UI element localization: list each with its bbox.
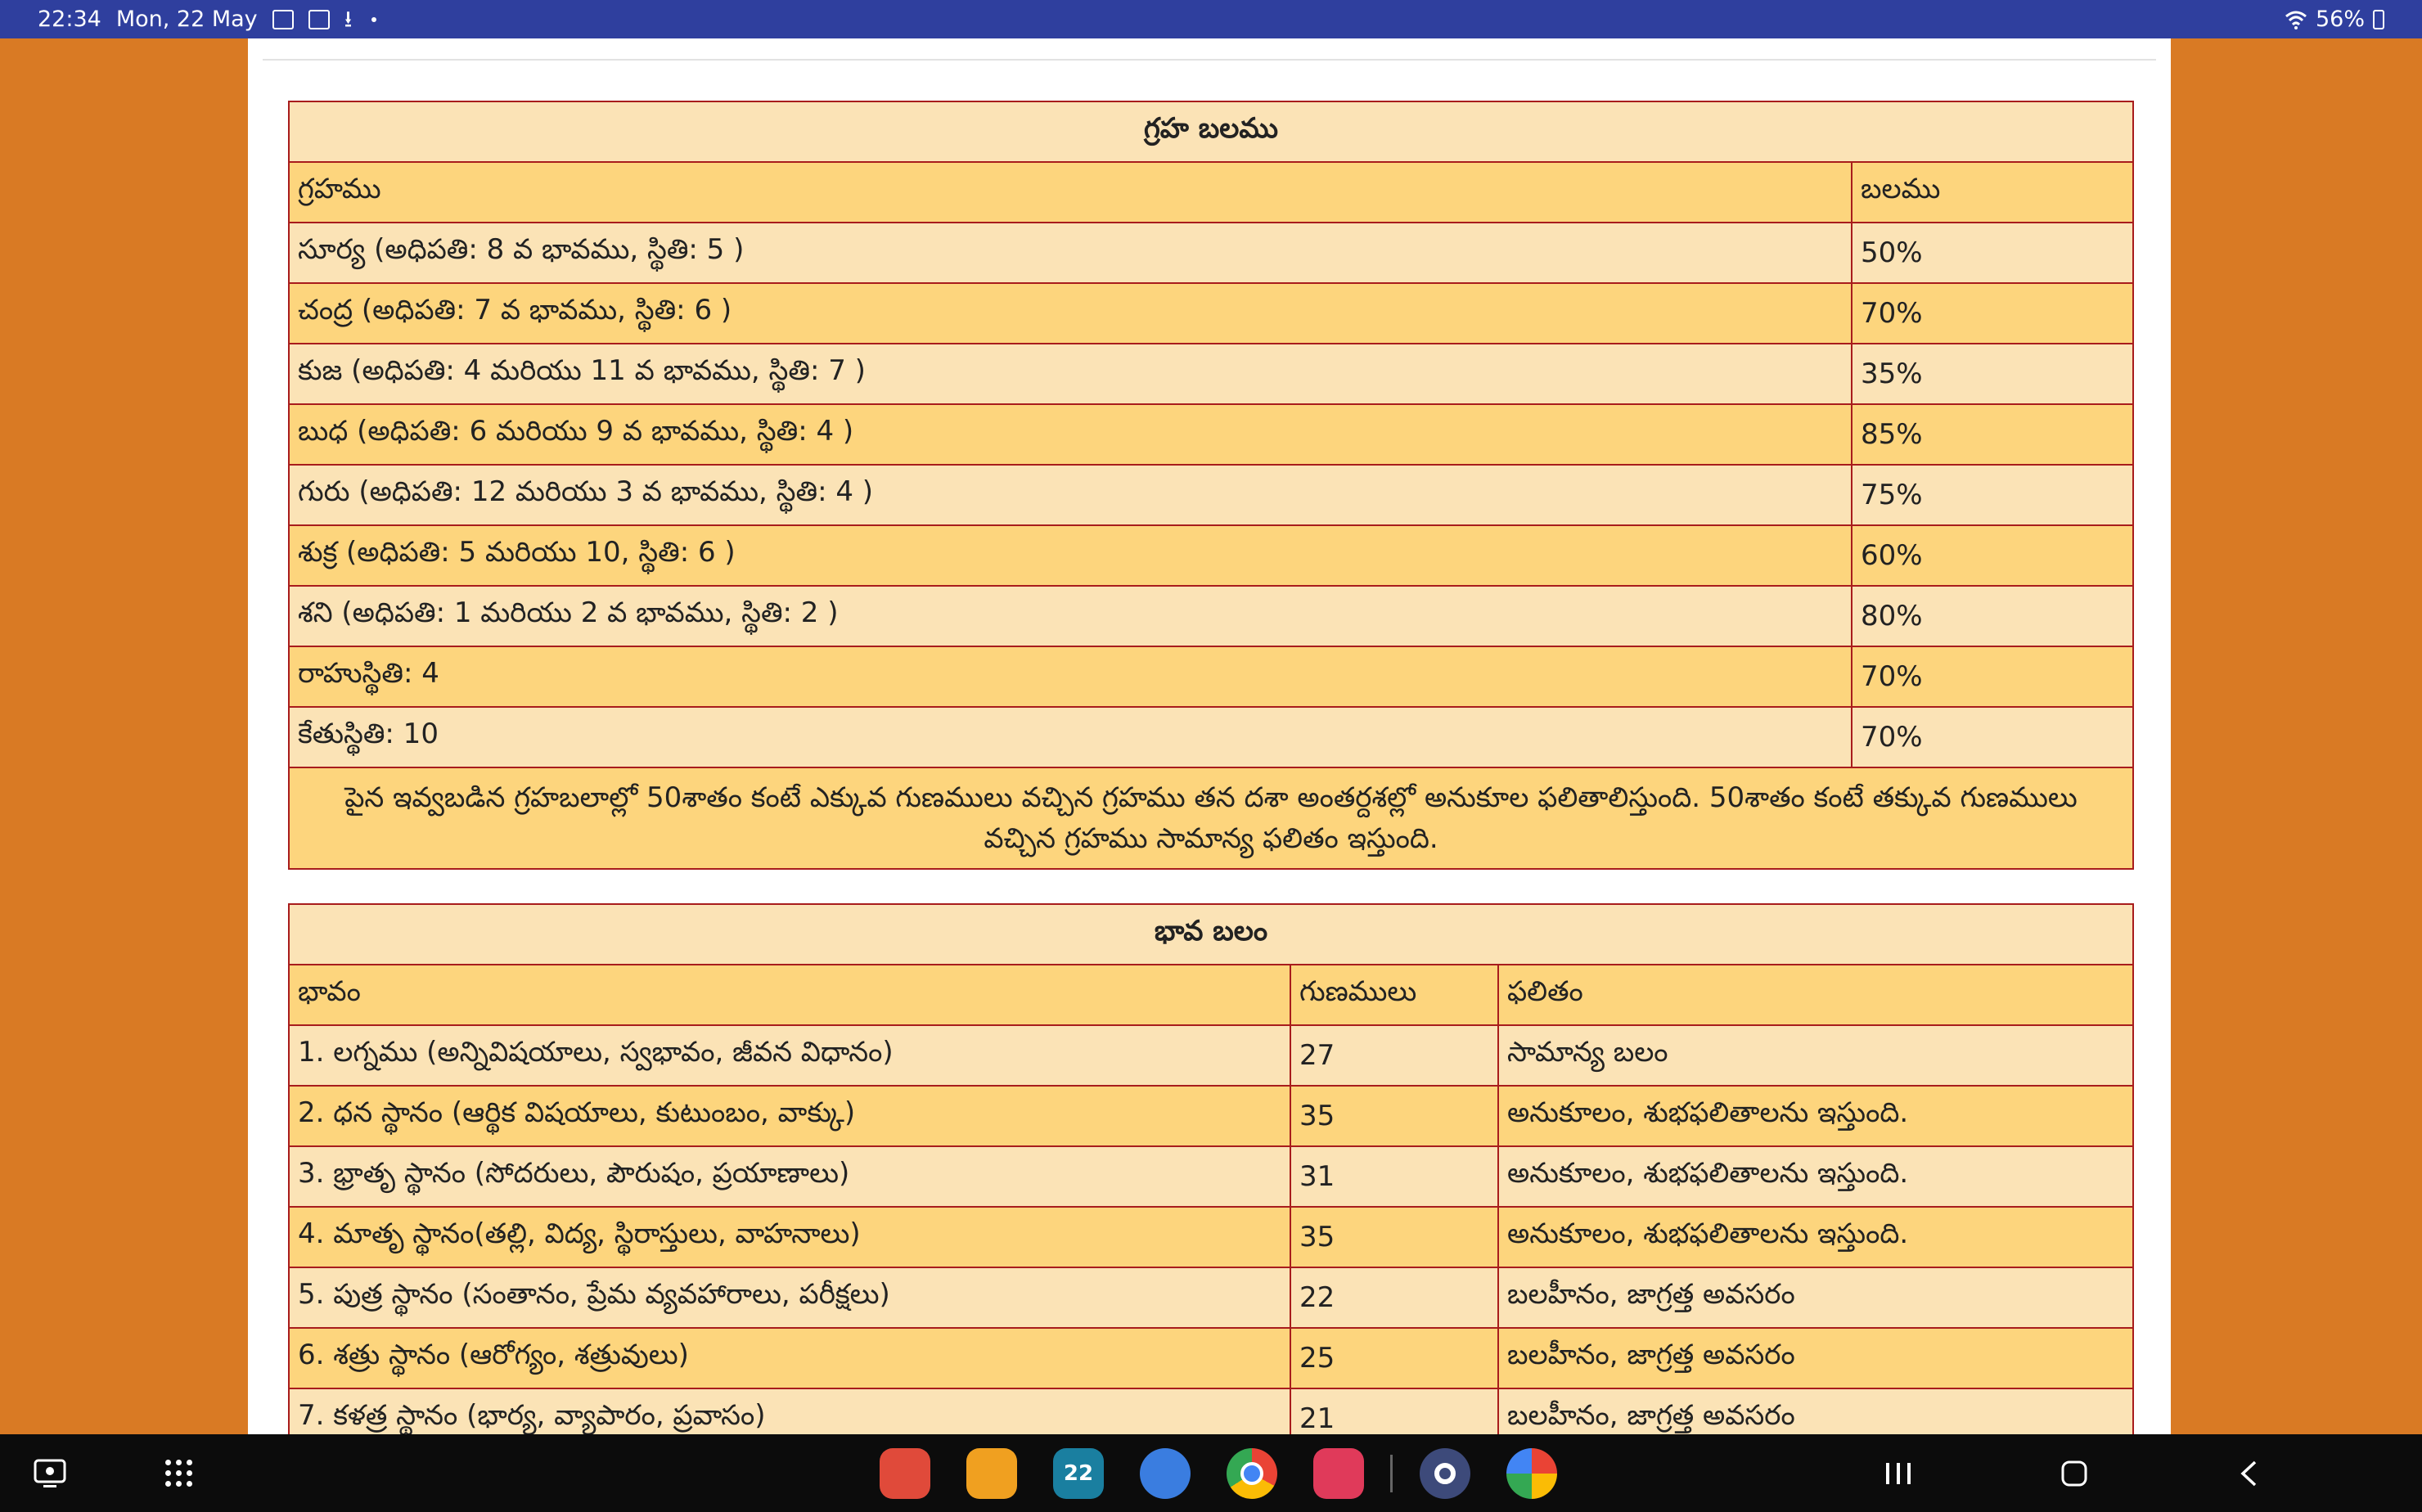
table-row	[289, 283, 2133, 344]
table-cell: కుజ (అధిపతి: 4 మరియు 11 వ భావము, స్థితి: 7 )	[289, 344, 1852, 404]
table-cell: బుధ (అధిపతి: 6 మరియు 9 వ భావము, స్థితి: 4 )	[289, 404, 1852, 465]
home-icon[interactable]	[2058, 1434, 2091, 1512]
table-row	[289, 344, 2133, 404]
web-page[interactable]	[248, 38, 2171, 1434]
status-bar	[0, 0, 2422, 38]
notes-app-icon[interactable]	[880, 1448, 930, 1499]
table-row	[289, 1267, 2133, 1328]
table-cell: బలహీనం, జాగ్రత్త అవసరం	[1498, 1267, 2133, 1328]
screen-recorder-icon[interactable]	[29, 1434, 70, 1512]
back-icon[interactable]	[2232, 1434, 2265, 1512]
table-cell: 70%	[1852, 283, 2133, 344]
table-cell: 50%	[1852, 223, 2133, 283]
table-cell: 2. ధన స్థానం (ఆర్థిక విషయాలు, కుటుంబం, వాక్కు)	[289, 1086, 1290, 1146]
table-cell: 5. పుత్ర స్థానం (సంతానం, ప్రేమ వ్యవహారాలు, పరీక్షలు)	[289, 1267, 1290, 1328]
table-cell: 70%	[1852, 707, 2133, 767]
column-header: బలము	[1852, 162, 2133, 223]
bhava-balam-table	[288, 903, 2134, 1434]
table-cell: బలహీనం, జాగ్రత్త అవసరం	[1498, 1328, 2133, 1388]
table-row	[289, 1146, 2133, 1207]
table-row	[289, 465, 2133, 525]
table-row	[289, 1388, 2133, 1434]
table-cell: గురు (అధిపతి: 12 మరియు 3 వ భావము, స్థితి: 4 )	[289, 465, 1852, 525]
camera-app-icon[interactable]	[1313, 1448, 1364, 1499]
calendar-day: 22	[1063, 1461, 1094, 1486]
table-cell: 60%	[1852, 525, 2133, 586]
table-cell: 27	[1290, 1025, 1498, 1086]
table-row	[289, 404, 2133, 465]
table-cell: అనుకూలం, శుభఫలితాలను ఇస్తుంది.	[1498, 1207, 2133, 1267]
table-cell: 35	[1290, 1086, 1498, 1146]
calendar-app-icon[interactable]	[1053, 1448, 1104, 1499]
table-cell: 7. కళత్ర స్థానం (భార్య, వ్యాపారం, ప్రవాసం)	[289, 1388, 1290, 1434]
battery-percent: 56%	[2315, 7, 2365, 32]
battery-icon	[2373, 10, 2384, 29]
table-cell: సూర్య (అధిపతి: 8 వ భావము, స్థితి: 5 )	[289, 223, 1852, 283]
table-note: పైన ఇవ్వబడిన గ్రహబలాల్లో 50శాతం కంటే ఎక్కువ గుణములు వచ్చిన గ్రహము తన దశా అంతర్దశల్లో అనుకూల ఫలితాలిస్తుంది. 50శాతం కంటే తక్కువ గుణములు వచ్చిన గ్రహము సామాన్య ఫలితం ఇస్తుంది.	[289, 767, 2133, 869]
column-header: ఫలితం	[1498, 965, 2133, 1025]
table-cell: శని (అధిపతి: 1 మరియు 2 వ భావము, స్థితి: 2 )	[289, 586, 1852, 646]
table-cell: 85%	[1852, 404, 2133, 465]
table-cell: రాహుస్థితి: 4	[289, 646, 1852, 707]
wifi-icon	[2285, 10, 2307, 29]
table-cell: 35%	[1852, 344, 2133, 404]
table-title: భావ బలం	[289, 904, 2133, 965]
table-row	[289, 586, 2133, 646]
table-row	[289, 646, 2133, 707]
table-cell: 6. శత్రు స్థానం (ఆరోగ్యం, శత్రువులు)	[289, 1328, 1290, 1388]
column-header: గుణములు	[1290, 965, 1498, 1025]
column-header: భావం	[289, 965, 1290, 1025]
graha-balamu-table	[288, 101, 2134, 870]
table-cell: బలహీనం, జాగ్రత్త అవసరం	[1498, 1388, 2133, 1434]
table-cell: 35	[1290, 1207, 1498, 1267]
status-date: Mon, 22 May	[115, 7, 258, 32]
column-header: గ్రహము	[289, 162, 1852, 223]
table-row	[289, 1025, 2133, 1086]
table-cell: 22	[1290, 1267, 1498, 1328]
table-row	[289, 223, 2133, 283]
table-cell: అనుకూలం, శుభఫలితాలను ఇస్తుంది.	[1498, 1086, 2133, 1146]
status-time: 22:34	[38, 7, 101, 32]
table-row	[289, 1086, 2133, 1146]
chrome-app-icon[interactable]	[1227, 1448, 1277, 1499]
table-cell: 70%	[1852, 646, 2133, 707]
table-cell: అనుకూలం, శుభఫలితాలను ఇస్తుంది.	[1498, 1146, 2133, 1207]
table-cell: శుక్ర (అధిపతి: 5 మరియు 10, స్థితి: 6 )	[289, 525, 1852, 586]
table-row	[289, 707, 2133, 767]
divider	[263, 59, 2156, 61]
table-cell: 75%	[1852, 465, 2133, 525]
recent-apps-icon[interactable]	[1882, 1434, 1915, 1512]
table-cell: 3. భ్రాతృ స్థానం (సోదరులు, పౌరుషం, ప్రయాణాలు)	[289, 1146, 1290, 1207]
table-cell: కేతుస్థితి: 10	[289, 707, 1852, 767]
taskbar-divider	[1390, 1455, 1393, 1492]
table-row	[289, 1328, 2133, 1388]
table-cell: 31	[1290, 1146, 1498, 1207]
messages-app-icon[interactable]	[1140, 1448, 1191, 1499]
table-cell: సామాన్య బలం	[1498, 1025, 2133, 1086]
download-icon: ⭳	[344, 5, 353, 33]
files-app-icon[interactable]	[966, 1448, 1017, 1499]
image-notification-icon	[308, 10, 330, 29]
photos-app-icon[interactable]	[1506, 1448, 1557, 1499]
gallery-notification-icon	[272, 10, 294, 29]
table-cell: చంద్ర (అధిపతి: 7 వ భావము, స్థితి: 6 )	[289, 283, 1852, 344]
app-drawer-icon[interactable]	[160, 1434, 201, 1512]
settings-app-icon[interactable]	[1420, 1448, 1470, 1499]
table-row	[289, 1207, 2133, 1267]
more-notifications-icon	[371, 17, 376, 22]
table-row	[289, 525, 2133, 586]
table-cell: 21	[1290, 1388, 1498, 1434]
table-title: గ్రహ బలము	[289, 101, 2133, 162]
table-cell: 4. మాతృ స్థానం(తల్లి, విద్య, స్థిరాస్తులు, వాహనాలు)	[289, 1207, 1290, 1267]
table-cell: 25	[1290, 1328, 1498, 1388]
table-cell: 80%	[1852, 586, 2133, 646]
table-cell: 1. లగ్నము (అన్నివిషయాలు, స్వభావం, జీవన విధానం)	[289, 1025, 1290, 1086]
